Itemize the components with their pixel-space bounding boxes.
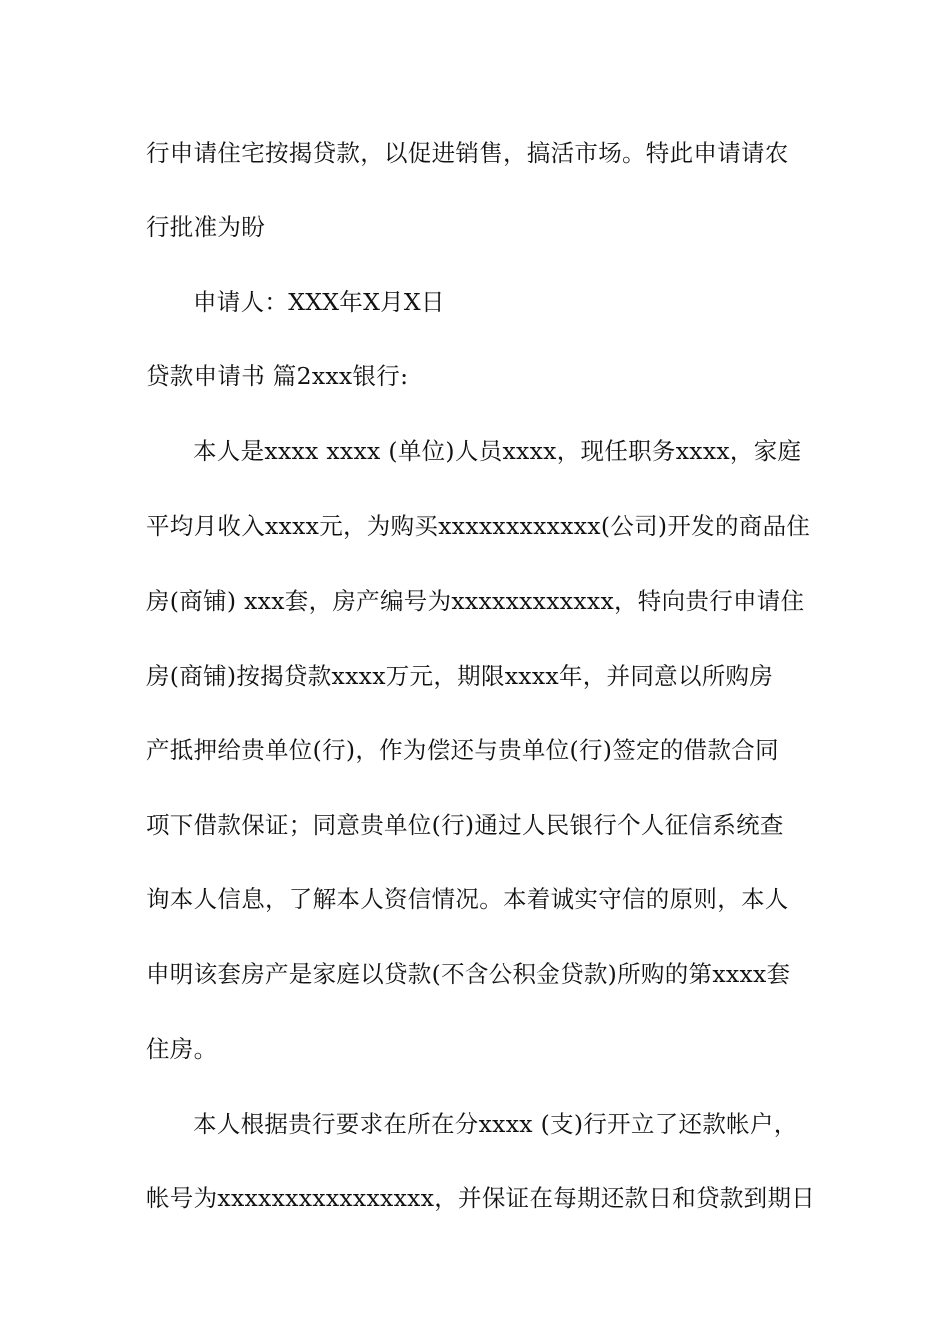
- paragraph-line: 本人是xxxx xxxx (单位)人员xxxx，现任职务xxxx，家庭: [193, 437, 802, 465]
- paragraph-line: 本人根据贵行要求在所在分xxxx (支)行开立了还款帐户，: [193, 1110, 798, 1138]
- paragraph-line: 房(商铺) xxx套，房产编号为xxxxxxxxxxxx，特向贵行申请住: [146, 587, 805, 615]
- paragraph-line: 申明该套房产是家庭以贷款(不含公积金贷款)所购的第xxxx套: [146, 960, 791, 988]
- paragraph-line: 房(商铺)按揭贷款xxxx万元，期限xxxx年，并同意以所购房: [146, 662, 774, 690]
- paragraph-line: 项下借款保证；同意贵单位(行)通过人民银行个人征信系统查: [146, 811, 784, 839]
- applicant-signature-line: 申请人：XXX年X月X日: [193, 288, 445, 316]
- paragraph-line: 住房。: [146, 1035, 218, 1063]
- paragraph-line: 行批准为盼: [146, 213, 265, 241]
- paragraph-line: 行申请住宅按揭贷款，以促进销售，搞活市场。特此申请请农: [146, 139, 789, 167]
- paragraph-line: 询本人信息，了解本人资信情况。本着诚实守信的原则，本人: [146, 885, 789, 913]
- paragraph-line: 帐号为xxxxxxxxxxxxxxxx，并保证在每期还款日和贷款到期日: [146, 1184, 816, 1212]
- section-heading: 贷款申请书 篇2xxx银行:: [146, 362, 409, 390]
- paragraph-line: 平均月收入xxxx元，为购买xxxxxxxxxxxx(公司)开发的商品住: [146, 512, 811, 540]
- paragraph-line: 产抵押给贵单位(行)，作为偿还与贵单位(行)签定的借款合同: [146, 736, 779, 764]
